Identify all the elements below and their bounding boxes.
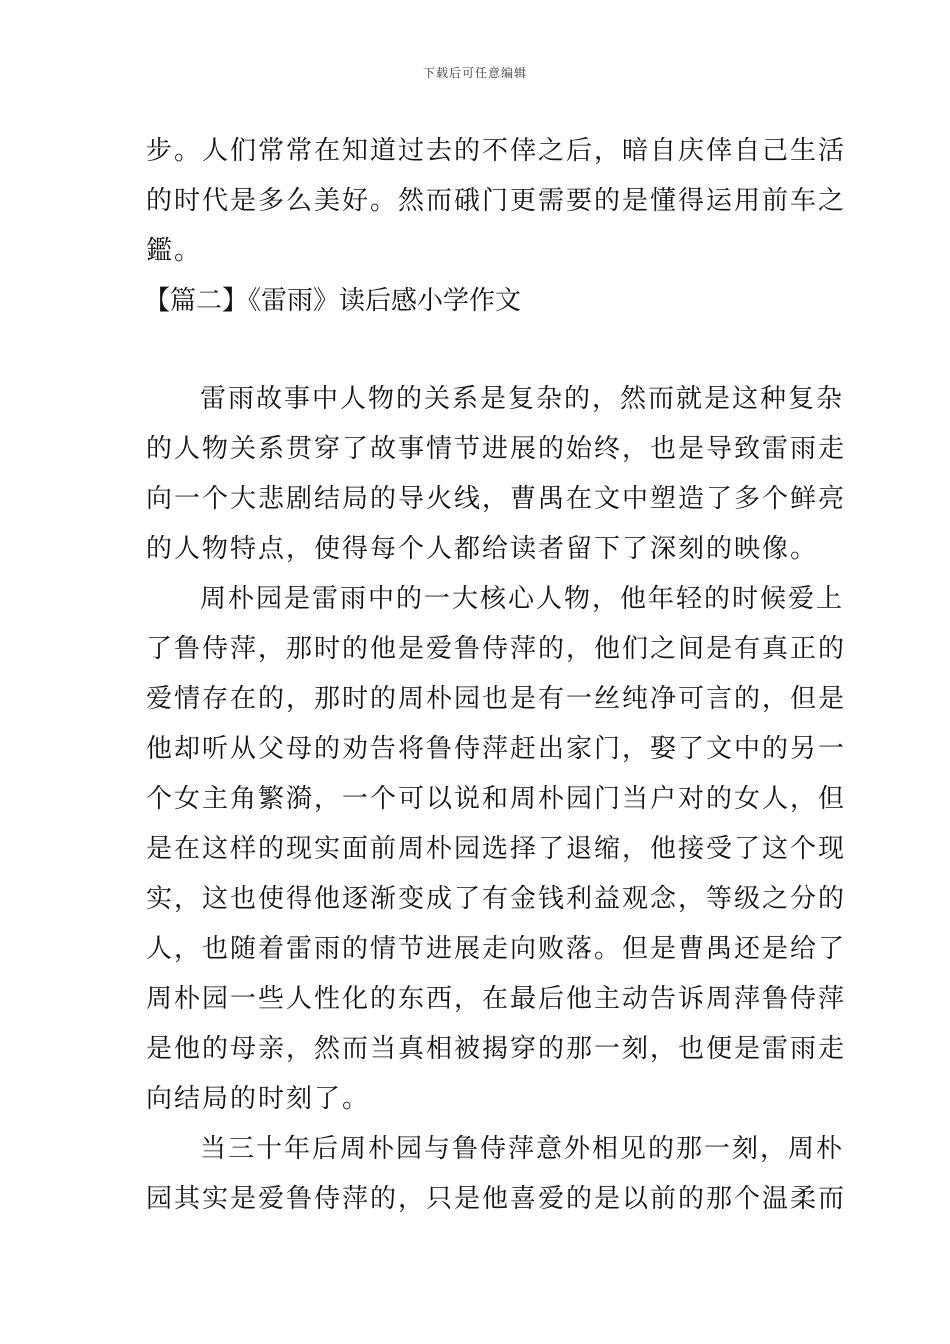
paragraph-line: 是在这样的现实面前周朴园选择了退缩，他接受了这个现 <box>146 834 847 864</box>
paragraph-line: 的人物特点，使得每个人都给读者留下了深刻的映像。 <box>146 534 819 564</box>
paragraph-line: 周朴园是雷雨中的一大核心人物，他年轻的时候爱上 <box>200 584 845 614</box>
paragraph-line: 他却听从父母的劝告将鲁侍萍赶出家门，娶了文中的另一 <box>146 734 847 764</box>
paragraph-line: 爱情存在的，那时的周朴园也是有一丝纯净可言的，但是 <box>146 684 847 714</box>
paragraph-line: 鑑。 <box>146 236 203 266</box>
paragraph-line: 人，也随着雷雨的情节进展走向败落。但是曹禺还是给了 <box>146 934 847 964</box>
paragraph-3 <box>146 1124 847 1224</box>
paragraph-line: 雷雨故事中人物的关系是复杂的，然而就是这种复杂 <box>200 384 845 414</box>
section-heading: 【篇二】《雷雨》读后感小学作文 <box>144 286 522 316</box>
paragraph-line: 实，这也使得他逐渐变成了有金钱利益观念，等级之分的 <box>146 884 847 914</box>
paragraph-line: 个女主角繁漪，一个可以说和周朴园门当户对的女人，但 <box>146 784 847 814</box>
spacer <box>146 326 808 374</box>
paragraph-line: 是他的母亲，然而当真相被揭穿的那一刻，也便是雷雨走 <box>146 1034 847 1064</box>
paragraph-line: 的时代是多么美好。然而硪门更需要的是懂得运用前车之 <box>146 186 847 216</box>
paragraph-line: 当三十年后周朴园与鲁侍萍意外相见的那一刻，周朴 <box>200 1134 845 1164</box>
intro-paragraph <box>146 126 847 276</box>
paragraph-line: 步。人们常常在知道过去的不倖之后，暗自庆倖自己生活 <box>146 136 847 166</box>
paragraph-line: 了鲁侍萍，那时的他是爱鲁侍萍的，他们之间是有真正的 <box>146 634 847 664</box>
paragraph-line: 向一个大悲剧结局的导火线，曹禺在文中塑造了多个鲜亮 <box>146 484 847 514</box>
paragraph-line: 的人物关系贯穿了故事情节进展的始终，也是导致雷雨走 <box>146 434 847 464</box>
paragraph-line: 园其实是爱鲁侍萍的，只是他喜爱的是以前的那个温柔而 <box>146 1184 847 1214</box>
document-body <box>144 126 847 1224</box>
page-header: 下载后可任意编辑 <box>422 66 527 80</box>
paragraph-1 <box>146 374 847 574</box>
paragraph-line: 向结局的时刻了。 <box>146 1084 371 1114</box>
paragraph-2 <box>146 574 847 1124</box>
paragraph-line: 周朴园一些人性化的东西，在最后他主动告诉周萍鲁侍萍 <box>146 984 847 1014</box>
